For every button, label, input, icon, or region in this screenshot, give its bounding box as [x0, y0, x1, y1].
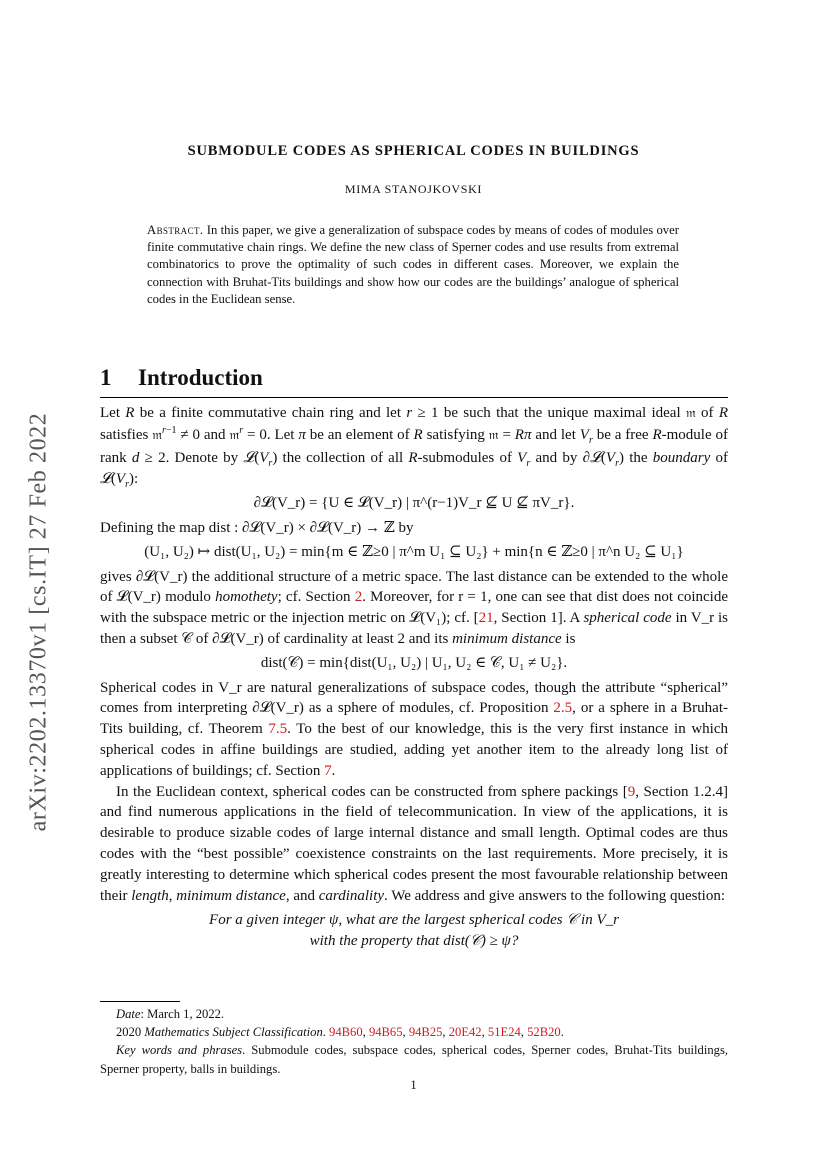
paragraph-3: gives ∂𝓛(V_r) the additional structure of a metric space. The last distance can be extended to the whole of 𝓛(V_r) modulo homothety; cf. Section 2. Moreover, for r = 1, one can see that dist does not coincide with the subspace metric or the injection metric on 𝓛(V₁); cf. [21, Section 1]. A spherical code in V_r is then a subset 𝒞 of ∂𝓛(V_r) of cardinality at least 2 and its minimum distance is [100, 568, 728, 647]
section-number: 1 [100, 365, 112, 390]
footnote-keywords: Key words and phrases. Submodule codes, subspace codes, spherical codes, Sperner codes, Bruhat-Tits buildings, Sperner property, balls in buildings. [100, 1043, 728, 1076]
equation-min-distance: dist(𝒞) = min{dist(U₁, U₂) | U₁, U₂ ∈ 𝒞, U₁ ≠ U₂}. [260, 654, 568, 671]
abstract-text: In this paper, we give a generalization of subspace codes by means of codes of modules over finite commutative chain rings. We define the new class of Sperner codes and use results from extremal combinatorics to prove the optimality of such codes in different cases. Moreover, we explain the connection with Bruhat-Tits buildings and show how our codes are the buildings’ analogue of spherical codes in the Euclidean sense. [147, 223, 679, 306]
section-heading [100, 365, 728, 391]
footnote-rule [100, 1001, 180, 1002]
arxiv-identifier: arXiv:2202.13370v1 [cs.IT] 27 Feb 2022 [25, 412, 52, 832]
msc-code-link[interactable]: 51E24 [487, 1025, 521, 1040]
abstract [147, 222, 679, 308]
footnotes [100, 1005, 728, 1078]
section-title: Introduction [138, 365, 263, 390]
paper-title: SUBMODULE CODES AS SPHERICAL CODES IN BUILDINGS [187, 143, 640, 159]
msc-code-link[interactable]: 94B65 [368, 1025, 403, 1040]
arxiv-sidebar [14, 372, 64, 872]
link-section-2[interactable]: 2 [354, 589, 363, 606]
link-section-7[interactable]: 7 [324, 762, 332, 779]
abstract-label: Abstract. [147, 223, 204, 237]
footnote-msc: 2020 Mathematics Subject Classification. 94B60, 94B65, 94B25, 20E42, 51E24, 52B20. [116, 1025, 564, 1040]
paragraph-5: In the Euclidean context, spherical codes can be constructed from sphere packings [9, Section 1.2.4] and find numerous applications in the field of telecommunication. In view of the applications, it is desirable to produce sizable codes of large internal distance and small length. Optimal codes are thus codes with the “best possible” coexistence constraints on the last requirements. More precisely, it is greatly interesting to determine which spherical codes present the most favourable relationship between their length, minimum distance, and cardinality. We address and give answers to the following question: [100, 783, 728, 904]
paragraph-1: Let R be a finite commutative chain ring and let r ≥ 1 be such that the unique maximal ideal 𝔪 of R satisfies 𝔪$^{r-1}$ ≠ 0 and 𝔪$^r$ = 0. Let π be an element of R satisfying 𝔪 = Rπ and let $V_r$ be a free R-module of rank d ≥ 2. Denote by $𝓛(V_r)$ the collection of all R-submodules of $V_r$ and by $\partial 𝓛(V_r)$ the boundary of $𝓛(V_r)$: [100, 405, 729, 491]
citation-21[interactable]: 21 [478, 610, 494, 627]
msc-code-link[interactable]: 94B25 [408, 1025, 443, 1040]
footnote-date: Date: March 1, 2022. [116, 1007, 225, 1021]
equation-distance: (U₁, U₂) ↦ dist(U₁, U₂) = min{m ∈ ℤ≥0 | π^m U₁ ⊆ U₂} + min{n ∈ ℤ≥0 | π^n U₂ ⊆ U₁} [144, 543, 684, 560]
body-text [100, 403, 728, 952]
link-theorem-7-5[interactable]: 7.5 [268, 721, 288, 738]
question-line-1: For a given integer ψ, what are the largest spherical codes 𝒞 in V_r [209, 912, 619, 929]
research-question [100, 910, 728, 952]
paper-author: MIMA STANOJKOVSKI [344, 182, 483, 196]
paragraph-4: Spherical codes in V_r are natural generalizations of subspace codes, though the attribute “spherical” comes from interpreting ∂𝓛(V_r) as a sphere of modules, cf. Proposition 2.5, or a sphere in a Bruhat-Tits building, cf. Theorem 7.5. To the best of our knowledge, this is the very first instance in which spherical codes in affine buildings are studied, adding yet another item to the already long list of applications of buildings; cf. Section 7. [100, 679, 728, 779]
equation-boundary: ∂𝓛(V_r) = {U ∈ 𝓛(V_r) | π^(r−1)V_r ⊈ U ⊈ πV_r}. [253, 495, 575, 512]
paragraph-2: Defining the map dist : ∂𝓛(V_r) × ∂𝓛(V_r) → ℤ by [100, 519, 414, 536]
citation-9[interactable]: 9 [627, 783, 636, 800]
msc-code-link[interactable]: 52B20 [527, 1025, 561, 1040]
section-rule [100, 397, 728, 398]
msc-code-link[interactable]: 20E42 [448, 1025, 482, 1040]
question-line-2: with the property that dist(𝒞) ≥ ψ? [309, 933, 519, 950]
link-proposition-2-5[interactable]: 2.5 [553, 700, 573, 717]
msc-code-link[interactable]: 94B60 [329, 1025, 363, 1040]
page-number: 1 [410, 1078, 417, 1092]
